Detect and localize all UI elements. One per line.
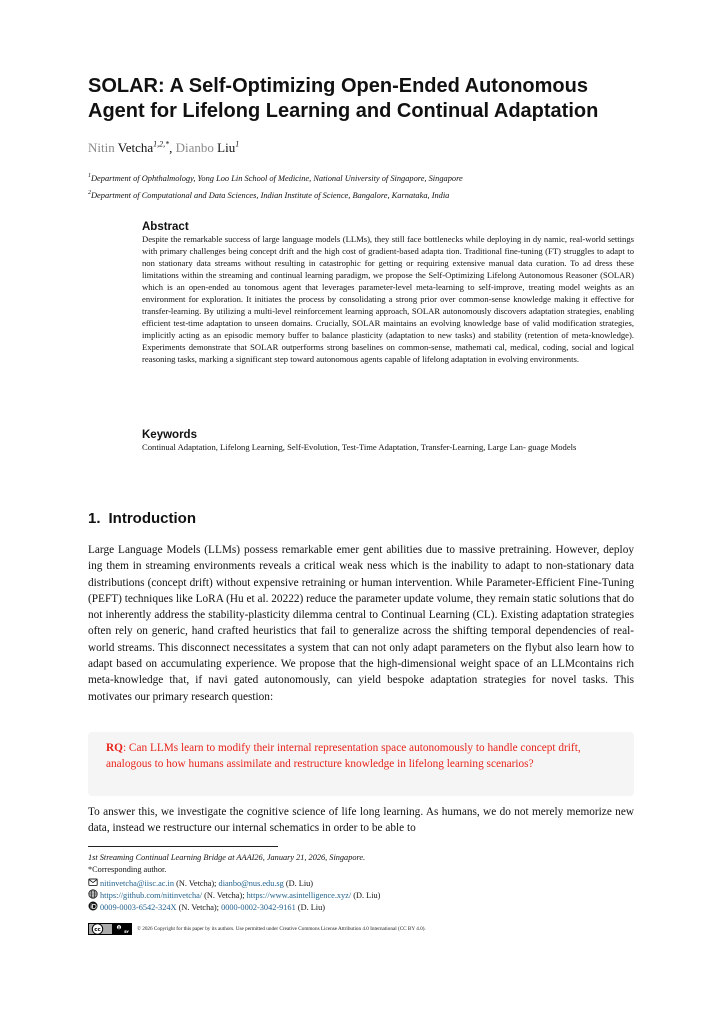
author-2 xyxy=(176,140,240,155)
author-family-name: Vetcha xyxy=(117,140,154,156)
author-affiliation-mark: 1 xyxy=(235,140,240,149)
email-link[interactable]: nitinvetcha@iisc.ac.in xyxy=(100,878,174,888)
affiliation-list xyxy=(88,169,648,203)
author-1 xyxy=(88,140,169,155)
author-affiliation-mark: 1,2,* xyxy=(153,140,170,149)
footnotes xyxy=(88,852,648,913)
footnote-divider xyxy=(88,846,278,847)
orcid-link[interactable]: 0000-0002-3042-9161 xyxy=(221,903,296,913)
email-link[interactable]: dianbo@nus.edu.sg xyxy=(218,878,284,888)
website-link[interactable]: https://www.asintelligence.xyz/ xyxy=(246,890,352,900)
author-given-name: Dianbo xyxy=(175,140,214,156)
research-question-box xyxy=(88,732,634,796)
affiliation-text: Department of Ophthalmology, Yong Loo Lin School of Medicine, National University of Singapore, Singapore xyxy=(91,173,463,183)
creative-commons-icon[interactable] xyxy=(88,923,132,935)
author-given-name: Nitin xyxy=(88,140,115,156)
research-question-text: : Can LLMs learn to modify their internal representation space autonomously to handle concept drift, analogous to how humans assimilate and restructure knowledge in lifelong learning scenarios? xyxy=(106,742,581,771)
orcid-line xyxy=(88,901,648,913)
keywords-text: Continual Adaptation, Lifelong Learning, Self-Evolution, Test-Time Adaptation, Transfer-Learning, Large Lan- guage Models xyxy=(142,442,577,452)
abstract-text: Despite the remarkable success of large language models (LLMs), they still face bottlenecks while deploying in dy namic, real-world settings with primary challenges being concept drift and the high cost of gradient-based adapta tion. Traditional fine-tuning (FT) struggles to adapt to non stationary data streams without resulting in catastrophic for getting or requiring extensive manual data curation. To ad dress these limitations within the streaming and continual learning paradigm, we propose the Self-Optimizing Lifelong Autonomous Reasoner (SOLAR) which is an open-ended au tonomous agent that leverages parameter-level meta-learning to self-improve, treating model weights as an environment for exploration. It initiates the process by consolidating a strong prior over common-sense knowledge making it effective for transfer-learning. By utilizing a multi-level reinforcement learning approach, SOLAR autonomously discovers adaptation strategies, enabling efficient test-time adaptation to unseen domains. Crucially, SOLAR maintains an evolving knowledge base of valid modification strategies, implicitly acting as an episodic memory buffer to balance plasticity (adaptation to new tasks) and stability (retention of meta-knowledge). Experiments demonstrate that SOLAR outperforms strong baselines on common-sense, mathemati cal, medical, coding, social and logical reasoning tasks, marking a significant step toward autonomous agents capable of lifelong adaptation in evolving environments. xyxy=(142,234,634,364)
research-question-label: RQ xyxy=(106,742,123,754)
affiliation-number: 1 xyxy=(88,173,91,179)
author-list xyxy=(88,140,239,156)
affiliation-number: 2 xyxy=(88,189,91,196)
introduction-paragraph-2: To answer this, we investigate the cognitive science of life long learning. As humans, we do not merely memorize new data, instead we restructure our internal schematics in order to be able to xyxy=(88,806,634,835)
author-separator: , xyxy=(169,140,176,156)
license-text: © 2026 Copyright for this paper by its authors. Use permitted under Creative Commons License Attribution 4.0 International (CC BY 4.0). xyxy=(137,926,426,933)
orcid-owner: (D. Liu) xyxy=(295,903,325,913)
website-link[interactable]: https://github.com/nitinvetcha/ xyxy=(100,890,203,900)
website-owner: (N. Vetcha); xyxy=(202,890,247,900)
license-row xyxy=(88,920,426,935)
orcid-link[interactable]: 0009-0003-6542-324X xyxy=(100,903,177,913)
introduction-heading xyxy=(88,510,196,527)
abstract-heading: Abstract xyxy=(142,221,189,233)
email-owner: (N. Vetcha); xyxy=(174,878,219,888)
orcid-icon xyxy=(88,901,98,911)
corresponding-author-note: *Corresponding author. xyxy=(88,865,167,875)
affiliation-text: Department of Computational and Data Sciences, Indian Institute of Science, Bangalore, Karnataka, India xyxy=(91,190,450,200)
paper-title: SOLAR: A Self-Optimizing Open-Ended Autonomous Agent for Lifelong Learning and Continual Adaptation xyxy=(88,75,599,122)
author-family-name: Liu xyxy=(217,140,236,156)
affiliation xyxy=(88,169,648,186)
affiliation xyxy=(88,186,648,203)
section-title: Introduction xyxy=(108,510,196,527)
website-line xyxy=(88,889,648,901)
by-mark: BY xyxy=(124,930,129,935)
email-line xyxy=(88,877,648,889)
globe-icon xyxy=(88,889,98,899)
cc-mark: cc xyxy=(94,927,101,934)
email-icon xyxy=(88,877,98,887)
conference-note: 1st Streaming Continual Learning Bridge at AAAI26, January 21, 2026, Singapore. xyxy=(88,853,366,862)
email-owner: (D. Liu) xyxy=(283,878,314,888)
abstract-section xyxy=(142,221,634,365)
research-question xyxy=(106,740,618,773)
website-owner: (D. Liu) xyxy=(351,890,381,900)
orcid-owner: (N. Vetcha); xyxy=(176,903,222,913)
keywords-heading: Keywords xyxy=(142,429,197,441)
section-number: 1. xyxy=(88,510,101,527)
keywords-section xyxy=(142,429,634,454)
introduction-paragraph-1: Large Language Models (LLMs) possess remarkable emer gent abilities due to massive pretraining. However, deploy ing them in streaming environments reveals a critical weak ness which is the inability to adapt to non-stationary data distributions (concept drift) without expensive retraining or human intervention. While Parameter-Efficient Fine-Tuning (PEFT) techniques like LoRA (Hu et al. 20222) reduce the parameter update volume, they remain static solutions that do not inherently address the stability-plasticity dilemma central to Continual Learning (CL). Existing adaptation strategies often rely on generic, hand crafted heuristics that fail to generalize across the shifting temporal dependencies of real-world streams. This disconnect necessitates a system that can not only adapt parameters on the flybut also learn how to adapt based on accumulating experience. We propose that the high-dimensional weight space of an LLMcontains rich meta-knowledge that, if navi gated autonomously, can yield bespoke adaptation strategies for novel tasks. This motivates our primary research question: xyxy=(88,544,634,703)
